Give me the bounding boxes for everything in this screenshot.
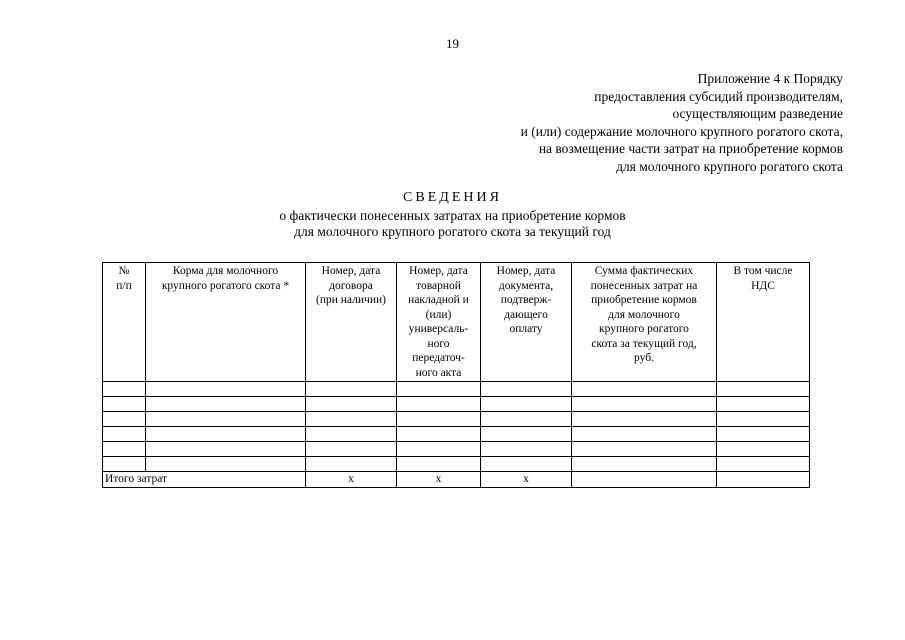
table-cell: [481, 427, 572, 442]
total-value-cell: x: [397, 472, 481, 488]
column-header-line: №: [118, 265, 130, 277]
appendix-line: и (или) содержание молочного крупного рогатого скота,: [520, 123, 843, 139]
column-header-line: Номер, дата: [496, 265, 556, 277]
column-header-line: Сумма фактических: [594, 265, 694, 277]
table-cell: [481, 412, 572, 427]
table-cell: [717, 427, 810, 442]
table-row: [103, 382, 810, 397]
table-body: [103, 382, 810, 488]
table-cell: [397, 412, 481, 427]
table-cell: [306, 397, 397, 412]
column-header-line: понесенных затрат на: [590, 279, 698, 292]
table-row: [103, 427, 810, 442]
table-cell: [306, 442, 397, 457]
column-header: [306, 263, 397, 382]
table-cell: [572, 397, 717, 412]
table-cell: [146, 457, 306, 472]
column-header-line: дающего: [504, 308, 548, 321]
table-cell: [481, 382, 572, 397]
table-row: [103, 457, 810, 472]
table-row: [103, 397, 810, 412]
total-value-cell: x: [481, 472, 572, 488]
column-header-line: (или): [425, 308, 452, 321]
table-cell: [103, 382, 146, 397]
table-row: [103, 412, 810, 427]
table-row: [103, 442, 810, 457]
table-cell: [572, 442, 717, 457]
total-value-cell: x: [306, 472, 397, 488]
column-header-line: руб.: [634, 352, 654, 364]
table-cell: [103, 412, 146, 427]
column-header-line: оплату: [509, 323, 543, 335]
column-header-line: НДС: [751, 279, 775, 292]
table-header-row: [103, 263, 810, 382]
table-cell: [146, 397, 306, 412]
appendix-line: предоставления субсидий производителям,: [594, 88, 843, 104]
column-header-line: ного: [427, 337, 450, 350]
table-cell: [572, 457, 717, 472]
table-cell: [572, 382, 717, 397]
column-header-line: Корма для молочного: [172, 265, 279, 277]
column-header-line: подтверж-: [500, 294, 552, 306]
table-cell: [146, 412, 306, 427]
column-header-line: документа,: [498, 279, 554, 292]
total-label-cell: Итого затрат: [103, 472, 306, 488]
table-cell: [717, 457, 810, 472]
table-cell: [481, 397, 572, 412]
total-value-cell: [717, 472, 810, 488]
column-header: [146, 263, 306, 382]
appendix-line: Приложение 4 к Порядку: [697, 71, 843, 86]
table-cell: [306, 457, 397, 472]
table-cell: [306, 382, 397, 397]
table-cell: [717, 382, 810, 397]
expenses-table: [102, 262, 810, 488]
table-cell: [717, 397, 810, 412]
column-header-line: крупного рогатого: [599, 323, 689, 335]
table-cell: [306, 427, 397, 442]
table-cell: [572, 412, 717, 427]
column-header-line: товарной: [416, 279, 461, 292]
total-row: [103, 472, 810, 488]
column-header-line: для молочного: [608, 308, 680, 321]
table-cell: [146, 382, 306, 397]
column-header-line: В том числе: [733, 265, 793, 277]
table-cell: [397, 397, 481, 412]
table-cell: [481, 442, 572, 457]
document-title: СВЕДЕНИЯ: [403, 190, 502, 205]
table-cell: [717, 442, 810, 457]
column-header-line: Номер, дата: [321, 265, 381, 277]
table-cell: [103, 457, 146, 472]
subtitle-line: о фактически понесенных затратах на приобретение кормов: [279, 208, 626, 223]
total-value-cell: [572, 472, 717, 488]
table-cell: [481, 457, 572, 472]
column-header: [103, 263, 146, 382]
subtitle-line: для молочного крупного рогатого скота за текущий год: [294, 224, 611, 239]
table-cell: [146, 427, 306, 442]
column-header: [481, 263, 572, 382]
table-cell: [146, 442, 306, 457]
table-cell: [397, 382, 481, 397]
column-header: [572, 263, 717, 382]
column-header: [717, 263, 810, 382]
column-header-line: приобретение кормов: [591, 294, 697, 306]
table-cell: [397, 457, 481, 472]
column-header: [397, 263, 481, 382]
column-header-line: универсаль-: [408, 323, 469, 335]
table-cell: [103, 397, 146, 412]
table-cell: [103, 442, 146, 457]
column-header-line: крупного рогатого скота *: [161, 279, 290, 292]
column-header-line: накладной и: [408, 294, 469, 306]
column-header-line: скота за текущий год,: [591, 337, 697, 350]
table-cell: [306, 412, 397, 427]
table-cell: [572, 427, 717, 442]
page-number: 19: [446, 36, 459, 51]
column-header-line: договора: [329, 279, 373, 292]
column-header-line: Номер, дата: [409, 265, 468, 277]
appendix-line: осуществляющим разведение: [672, 106, 843, 121]
table-cell: [397, 442, 481, 457]
table-cell: [717, 412, 810, 427]
appendix-line: на возмещение части затрат на приобретение кормов: [538, 141, 843, 156]
table-cell: [397, 427, 481, 442]
appendix-line: для молочного крупного рогатого скота: [616, 158, 843, 174]
document-subtitle: [0, 208, 905, 240]
appendix-block: [521, 70, 843, 175]
table-cell: [103, 427, 146, 442]
column-header-line: п/п: [116, 279, 132, 292]
column-header-line: (при наличии): [316, 294, 386, 306]
column-header-line: передаточ-: [412, 352, 465, 364]
column-header-line: ного акта: [415, 366, 462, 379]
